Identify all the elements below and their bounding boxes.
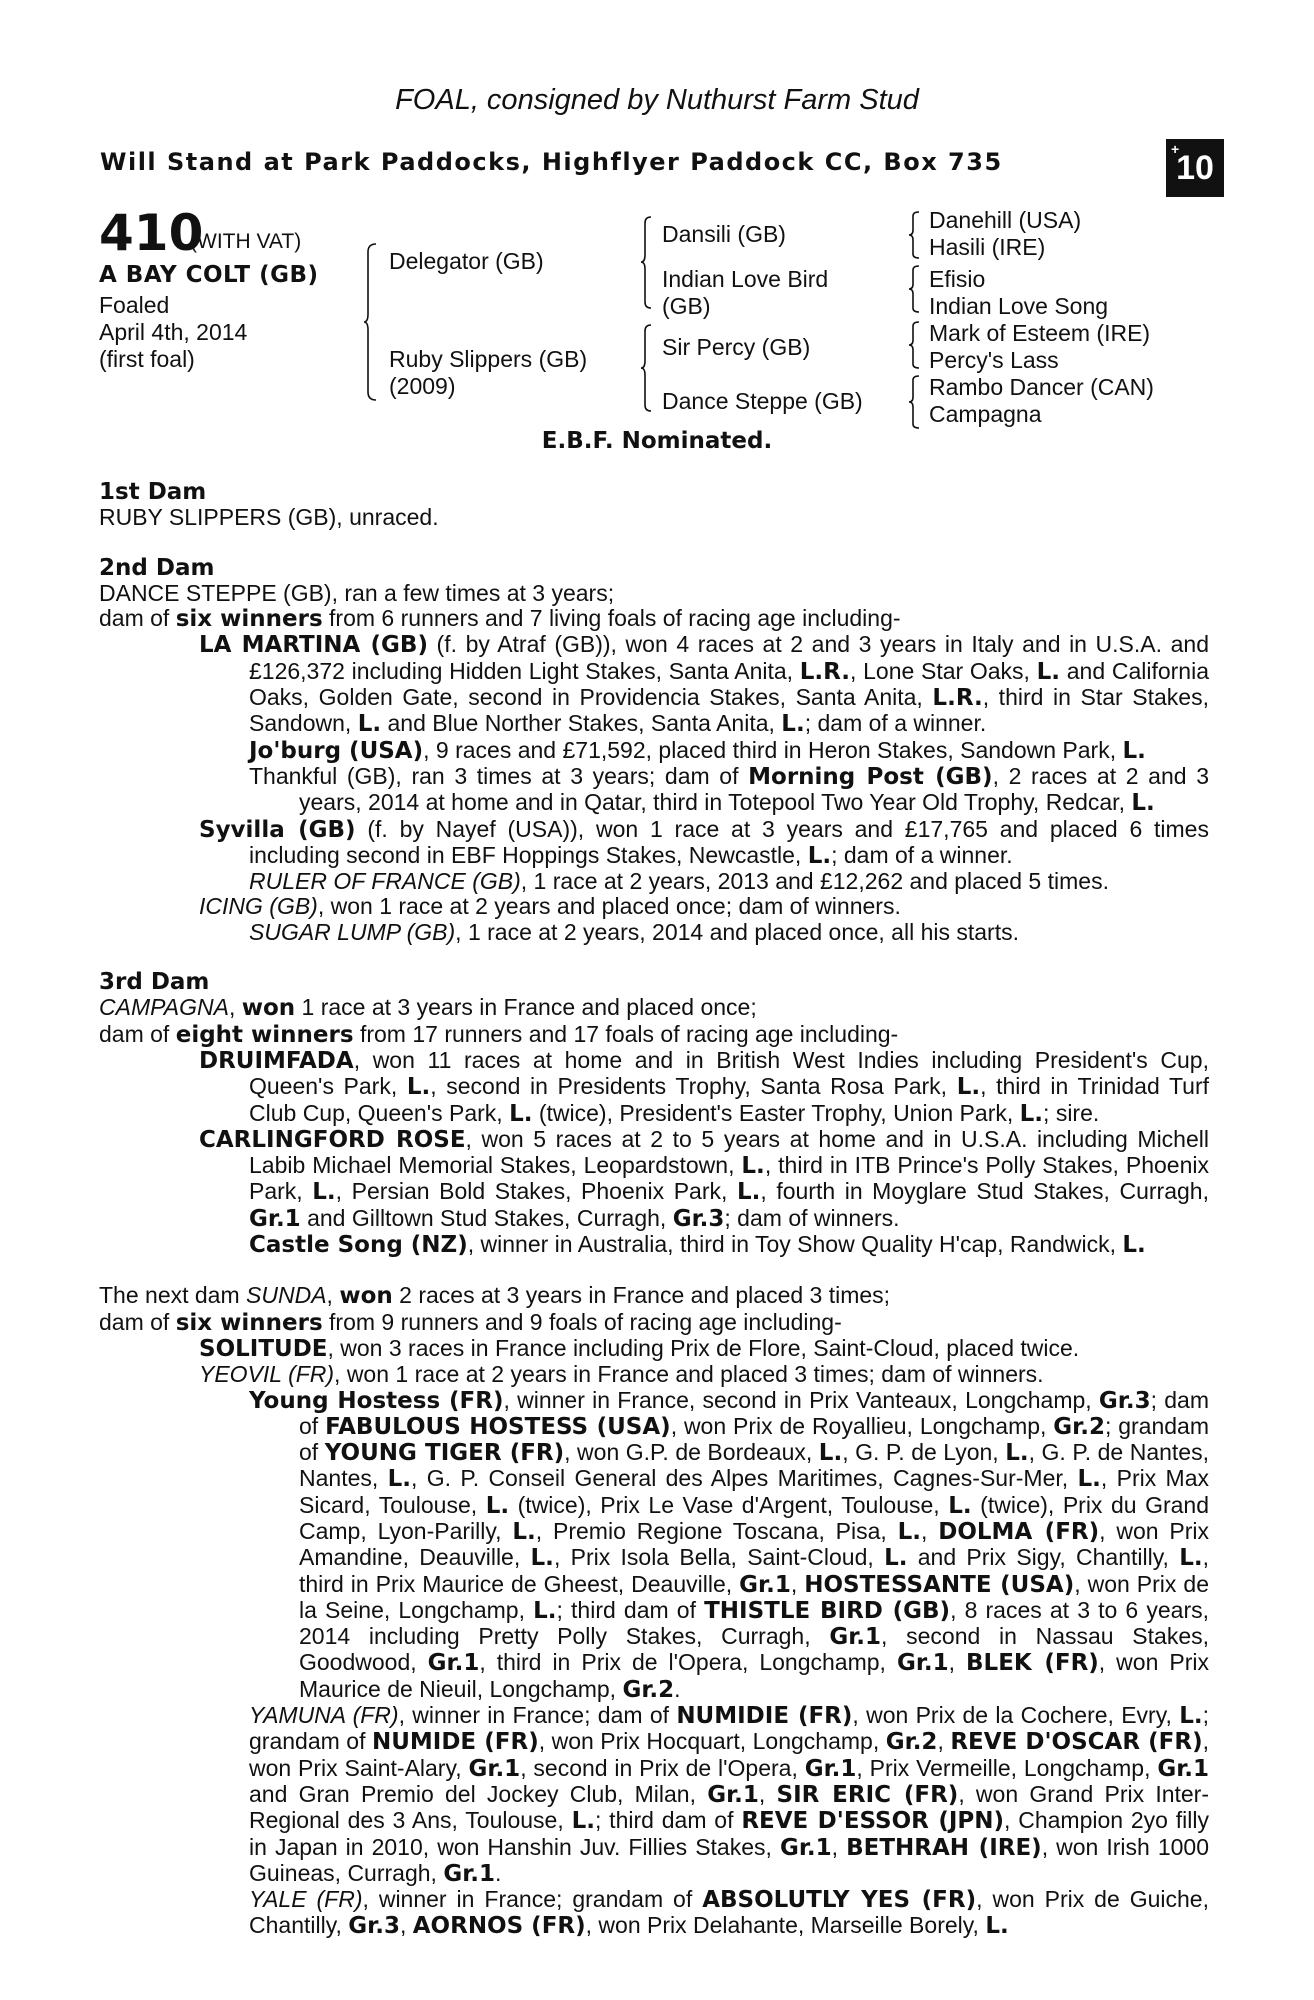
vat-note: (WITH VAT) <box>190 230 302 253</box>
pedigree-brace-main <box>364 242 380 402</box>
list-item: LA MARTINA (GB) (f. by Atraf (GB)), won 4 races at 2 and 3 years in Italy and in U.S.A. and £126,372 including Hidden Light Stakes, Santa Anita, L.R., Lone Star Oaks, L. and California Oaks, Golden Gate, second in Providencia Stakes, Santa Anita, L.R., third in Star Stakes, Sandown, L. and Blue Norther Stakes, Santa Anita, L.; dam of a winner. <box>199 631 1209 738</box>
pedigree-brace-g2 <box>909 264 923 314</box>
list-item: Castle Song (NZ), winner in Australia, third in Toy Show Quality H'cap, Randwick, L. <box>249 1231 1146 1259</box>
granddam-4: Indian Love Song <box>929 293 1109 319</box>
lot-title: A BAY COLT (GB) <box>99 262 319 288</box>
foaled-label: Foaled <box>99 292 170 318</box>
list-item: Jo'burg (USA), 9 races and £71,592, placed third in Heron Stakes, Sandown Park, L. <box>249 736 1146 764</box>
first-dam-text: RUBY SLIPPERS (GB), unraced. <box>99 504 439 531</box>
dam-family-body <box>99 480 1209 1940</box>
second-dam-line2: dam of six winners from 6 runners and 7 living foals of racing age including- <box>99 605 901 633</box>
list-item: Thankful (GB), ran 3 times at 3 years; dam of Morning Post (GB), 2 races at 2 and 3 years, 2014 at home and in Qatar, third in Totepool Two Year Old Trophy, Redcar, L. <box>249 762 1209 817</box>
list-item: YEOVIL (FR), won 1 race at 2 years in France and placed 3 times; dam of winners. <box>199 1361 1044 1388</box>
list-item: Syvilla (GB) (f. by Nayef (USA)), won 1 race at 3 years and £17,765 and placed 6 times including second in EBF Hoppings Stakes, Newcastle, L.; dam of a winner. <box>199 815 1209 869</box>
badge-number: 10 <box>1176 148 1214 187</box>
second-dam-line1: DANCE STEPPE (GB), ran a few times at 3 years; <box>99 579 615 606</box>
granddam-1: Danehill (USA) <box>929 207 1082 233</box>
heading-third-dam: 3rd Dam <box>99 969 210 996</box>
next-dam-line2: dam of six winners from 9 runners and 9 foals of racing age including- <box>99 1308 842 1336</box>
dam-sire: Sir Percy (GB) <box>662 334 811 360</box>
granddam-6: Percy's Lass <box>929 347 1059 373</box>
stand-location: Will Stand at Park Paddocks, Highflyer Paddock CC, Box 735 <box>100 148 1003 176</box>
pedigree-brace-g4 <box>909 374 923 430</box>
pedigree-brace-g1 <box>909 210 923 260</box>
third-dam-line1: CAMPAGNA, won 1 race at 3 years in France and placed once; <box>99 994 757 1022</box>
pedigree-brace-dam <box>641 323 655 413</box>
list-item: ICING (GB), won 1 race at 2 years and placed once; dam of winners. <box>199 893 901 920</box>
foaled-date: April 4th, 2014 <box>99 319 248 345</box>
granddam-3: Efisio <box>929 266 986 292</box>
list-item: DRUIMFADA, won 11 races at home and in British West Indies including President's Cup, Queen's Park, L., second in Presidents Trophy, Santa Rosa Park, L., third in Trinidad Turf Club Cup, Queen's Park, L. (twice), President's Easter Trophy, Union Park, L.; sire. <box>199 1046 1209 1127</box>
granddam-8: Campagna <box>929 401 1042 427</box>
list-item: CARLINGFORD ROSE, won 5 races at 2 to 5 years at home and in U.S.A. including Michell Labib Michael Memorial Stakes, Leopardstown, L., third in ITB Prince's Polly Stakes, Phoenix Park, L., Persian Bold Stakes, Phoenix Park, L., fourth in Moyglare Stud Stakes, Curragh, Gr.1 and Gilltown Stud Stakes, Curragh, Gr.3; dam of winners. <box>199 1125 1209 1232</box>
lot-badge <box>1166 139 1224 197</box>
list-item: YAMUNA (FR), winner in France; dam of NUMIDIE (FR), won Prix de la Cochere, Evry, L.; grandam of NUMIDE (FR), won Prix Hocquart, Longchamp, Gr.2, REVE D'OSCAR (FR), won Prix Saint-Alary, Gr.1, second in Prix de l'Opera, Gr.1, Prix Vermeille, Longchamp, Gr.1 and Gran Premio del Jockey Club, Milan, Gr.1, SIR ERIC (FR), won Grand Prix Inter-Regional des 3 Ans, Toulouse, L.; third dam of REVE D'ESSOR (JPN), Champion 2yo filly in Japan in 2010, won Hanshin Juv. Fillies Stakes, Gr.1, BETHRAH (IRE), won Irish 1000 Guineas, Curragh, Gr.1. <box>249 1702 1210 1887</box>
list-item: SOLITUDE, won 3 races in France including Prix de Flore, Saint-Cloud, placed twice. <box>199 1334 1080 1362</box>
lot-number: 410 <box>99 204 204 262</box>
heading-second-dam: 2nd Dam <box>99 554 215 581</box>
foal-note: (first foal) <box>99 346 195 372</box>
third-dam-line2: dam of eight winners from 17 runners and 17 foals of racing age including- <box>99 1020 899 1048</box>
granddam-2: Hasili (IRE) <box>929 234 1046 260</box>
list-item: RULER OF FRANCE (GB), 1 race at 2 years, 2013 and £12,262 and placed 5 times. <box>249 868 1109 895</box>
badge-plus: + <box>1171 141 1180 157</box>
pedigree-brace-g3 <box>909 320 923 370</box>
ebf-note: E.B.F. Nominated. <box>541 428 773 454</box>
dam-year: (2009) <box>389 373 456 399</box>
dam-dam: Dance Steppe (GB) <box>662 388 863 414</box>
next-dam-line1: The next dam SUNDA, won 2 races at 3 years in France and placed 3 times; <box>99 1282 891 1310</box>
sire-name: Delegator (GB) <box>389 248 544 274</box>
sire-dam-line2: (GB) <box>662 293 711 319</box>
pedigree-brace-sire <box>641 215 655 310</box>
consignment-line: FOAL, consigned by Nuthurst Farm Stud <box>395 84 919 116</box>
list-item: SUGAR LUMP (GB), 1 race at 2 years, 2014 and placed once, all his starts. <box>249 918 1019 945</box>
sire-sire: Dansili (GB) <box>662 221 786 247</box>
granddam-7: Rambo Dancer (CAN) <box>929 374 1154 400</box>
dam-name: Ruby Slippers (GB) <box>389 346 588 372</box>
list-item: Young Hostess (FR), winner in France, second in Prix Vanteaux, Longchamp, Gr.3; dam of FABULOUS HOSTESS (USA), won Prix de Royallieu, Longchamp, Gr.2; grandam of YOUNG TIGER (FR), won G.P. de Bordeaux, L., G. P. de Lyon, L., G. P. de Nantes, Nantes, L., G. P. Conseil General des Alpes Maritimes, Cagnes-Sur-Mer, L., Prix Max Sicard, Toulouse, L. (twice), Prix Le Vase d'Argent, Toulouse, L. (twice), Prix du Grand Camp, Lyon-Parilly, L., Premio Regione Toscana, Pisa, L., DOLMA (FR), won Prix Amandine, Deauville, L., Prix Isola Bella, Saint-Cloud, L. and Prix Sigy, Chantilly, L., third in Prix Maurice de Gheest, Deauville, Gr.1, HOSTESSANTE (USA), won Prix de la Seine, Longchamp, L.; third dam of THISTLE BIRD (GB), 8 races at 3 to 6 years, 2014 including Pretty Polly Stakes, Curragh, Gr.1, second in Nassau Stakes, Goodwood, Gr.1, third in Prix de l'Opera, Longchamp, Gr.1, BLEK (FR), won Prix Maurice de Nieuil, Longchamp, Gr.2. <box>249 1386 1210 1703</box>
granddam-5: Mark of Esteem (IRE) <box>929 320 1151 346</box>
sire-dam-line1: Indian Love Bird <box>662 266 829 292</box>
list-item: YALE (FR), winner in France; grandam of ABSOLUTLY YES (FR), won Prix de Guiche, Chantilly, Gr.3, AORNOS (FR), won Prix Delahante, Marseille Borely, L. <box>249 1886 1209 1940</box>
heading-first-dam: 1st Dam <box>99 479 207 505</box>
